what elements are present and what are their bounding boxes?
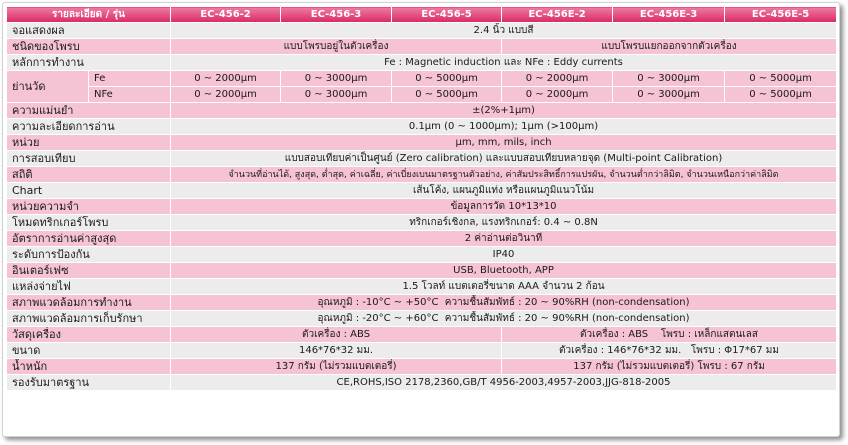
row-max-rate — [7, 231, 837, 247]
row-label: ระดับการป้องกัน — [7, 247, 171, 263]
row-accuracy — [7, 103, 837, 119]
header-model: EC-456-3 — [281, 7, 392, 23]
row-label: หน่วย — [7, 135, 171, 151]
range-nfe-value: 0 ~ 2000μm — [171, 87, 281, 103]
row-label: อัตราการอ่านค่าสูงสุด — [7, 231, 171, 247]
row-value: อุณหภูมิ : -10°C ~ +50°C ความชื้นสัมพัทธ์ : 20 ~ 90%RH (non-condensation) — [171, 295, 837, 311]
range-nfe-value: 0 ~ 5000μm — [392, 87, 502, 103]
row-label: การสอบเทียบ — [7, 151, 171, 167]
range-nfe-value: 0 ~ 3000μm — [281, 87, 392, 103]
row-probe-type — [7, 39, 837, 55]
range-fe-value: 0 ~ 2000μm — [502, 71, 613, 87]
header-model: EC-456E-5 — [725, 7, 837, 23]
row-label: หน่วยความจำ — [7, 199, 171, 215]
row-value: 2.4 นิ้ว แบบสี — [171, 23, 837, 39]
range-fe-value: 0 ~ 5000μm — [725, 71, 837, 87]
row-value: อุณหภูมิ : -20°C ~ +60°C ความชื้นสัมพัทธ์ : 20 ~ 90%RH (non-condensation) — [171, 311, 837, 327]
row-protection — [7, 247, 837, 263]
row-value-integrated: แบบโพรบอยู่ในตัวเครื่อง — [171, 39, 502, 55]
row-range-fe — [7, 71, 837, 87]
row-value: ข้อมูลการวัด 10*13*10 — [171, 199, 837, 215]
row-calibration — [7, 151, 837, 167]
row-principle — [7, 55, 837, 71]
row-label: หลักการทำงาน — [7, 55, 171, 71]
row-label: วัสดุเครื่อง — [7, 327, 171, 343]
range-fe-value: 0 ~ 2000μm — [171, 71, 281, 87]
row-label: รองรับมาตรฐาน — [7, 375, 171, 391]
row-display — [7, 23, 837, 39]
row-value-integrated: 146*76*32 มม. — [171, 343, 502, 359]
row-label: ย่านวัด — [7, 71, 89, 103]
row-power — [7, 279, 837, 295]
range-nfe-label: NFe — [89, 87, 171, 103]
range-fe-value: 0 ~ 3000μm — [281, 71, 392, 87]
row-label: โหมดทริกเกอร์โพรบ — [7, 215, 171, 231]
header-model-label: รายละเอียด / รุ่น — [7, 7, 171, 23]
row-statistics — [7, 167, 837, 183]
row-label: สถิติ — [7, 167, 171, 183]
row-weight — [7, 359, 837, 375]
row-value: 2 ค่าอ่านต่อวินาที — [171, 231, 837, 247]
row-value: Fe : Magnetic induction และ NFe : Eddy currents — [171, 55, 837, 71]
row-value: ±(2%+1μm) — [171, 103, 837, 119]
row-memory — [7, 199, 837, 215]
row-label: ชนิดของโพรบ — [7, 39, 171, 55]
range-fe-value: 0 ~ 5000μm — [392, 71, 502, 87]
row-trigger — [7, 215, 837, 231]
row-material — [7, 327, 837, 343]
header-row — [7, 7, 837, 23]
range-fe-value: 0 ~ 3000μm — [613, 71, 725, 87]
row-storage-env — [7, 311, 837, 327]
row-operating-env — [7, 295, 837, 311]
row-value-separate: 137 กรัม (ไม่รวมแบตเตอรี่) โพรบ : 67 กรัม — [502, 359, 837, 375]
row-resolution — [7, 119, 837, 135]
row-value: 1.5 โวลท์ แบตเตอรี่ขนาด AAA จำนวน 2 ก้อน — [171, 279, 837, 295]
row-interface — [7, 263, 837, 279]
range-nfe-value: 0 ~ 2000μm — [502, 87, 613, 103]
row-value-integrated: 137 กรัม (ไม่รวมแบตเตอรี่) — [171, 359, 502, 375]
row-units — [7, 135, 837, 151]
header-model: EC-456-5 — [392, 7, 502, 23]
row-value: เส้นโค้ง, แผนภูมิแท่ง หรือแผนภูมิแนวโน้ม — [171, 183, 837, 199]
range-nfe-value: 0 ~ 3000μm — [613, 87, 725, 103]
row-value: CE,ROHS,ISO 2178,2360,GB/T 4956-2003,4957-2003,JJG-818-2005 — [171, 375, 837, 391]
header-model: EC-456E-3 — [613, 7, 725, 23]
row-range-nfe — [7, 87, 837, 103]
range-fe-label: Fe — [89, 71, 171, 87]
row-value-integrated: ตัวเครื่อง : ABS — [171, 327, 502, 343]
row-value: แบบสอบเทียบค่าเป็นศูนย์ (Zero calibration) และแบบสอบเทียบหลายจุด (Multi-point Calibration) — [171, 151, 837, 167]
row-value-separate: ตัวเครื่อง : ABS โพรบ : เหล็กแสตนเลส — [502, 327, 837, 343]
row-value: μm, mm, mils, inch — [171, 135, 837, 151]
row-value-separate: ตัวเครื่อง : 146*76*32 มม. โพรบ : Φ17*67 มม — [502, 343, 837, 359]
row-size — [7, 343, 837, 359]
row-label: สภาพแวดล้อมการทำงาน — [7, 295, 171, 311]
header-model: EC-456-2 — [171, 7, 281, 23]
row-label: ขนาด — [7, 343, 171, 359]
row-label: สภาพแวดล้อมการเก็บรักษา — [7, 311, 171, 327]
row-label: จอแสดงผล — [7, 23, 171, 39]
row-label: น้ำหนัก — [7, 359, 171, 375]
row-value: USB, Bluetooth, APP — [171, 263, 837, 279]
row-chart — [7, 183, 837, 199]
row-label: อินเตอร์เฟซ — [7, 263, 171, 279]
row-value: IP40 — [171, 247, 837, 263]
row-value: จำนวนที่อ่านได้, สูงสุด, ต่ำสุด, ค่าเฉลี่ย, ค่าเบี่ยงเบนมาตรฐานตัวอย่าง, ค่าสัมประสิทธิ์การแปรผัน, จำนวนต่ำกว่าลิมิต, จำนวนเหนือกว่าค่าลิมิต — [171, 167, 837, 183]
row-label: Chart — [7, 183, 171, 199]
row-value: ทริกเกอร์เชิงกล, แรงทริกเกอร์: 0.4 ~ 0.8N — [171, 215, 837, 231]
row-value: 0.1μm (0 ~ 1000μm); 1μm (>100μm) — [171, 119, 837, 135]
row-label: แหล่งจ่ายไฟ — [7, 279, 171, 295]
row-label: ความละเอียดการอ่าน — [7, 119, 171, 135]
spec-table — [6, 6, 837, 391]
row-standards — [7, 375, 837, 391]
row-value-separate: แบบโพรบแยกออกจากตัวเครื่อง — [502, 39, 837, 55]
range-nfe-value: 0 ~ 5000μm — [725, 87, 837, 103]
spec-table-frame — [2, 2, 840, 437]
row-label: ความแม่นยำ — [7, 103, 171, 119]
header-model: EC-456E-2 — [502, 7, 613, 23]
